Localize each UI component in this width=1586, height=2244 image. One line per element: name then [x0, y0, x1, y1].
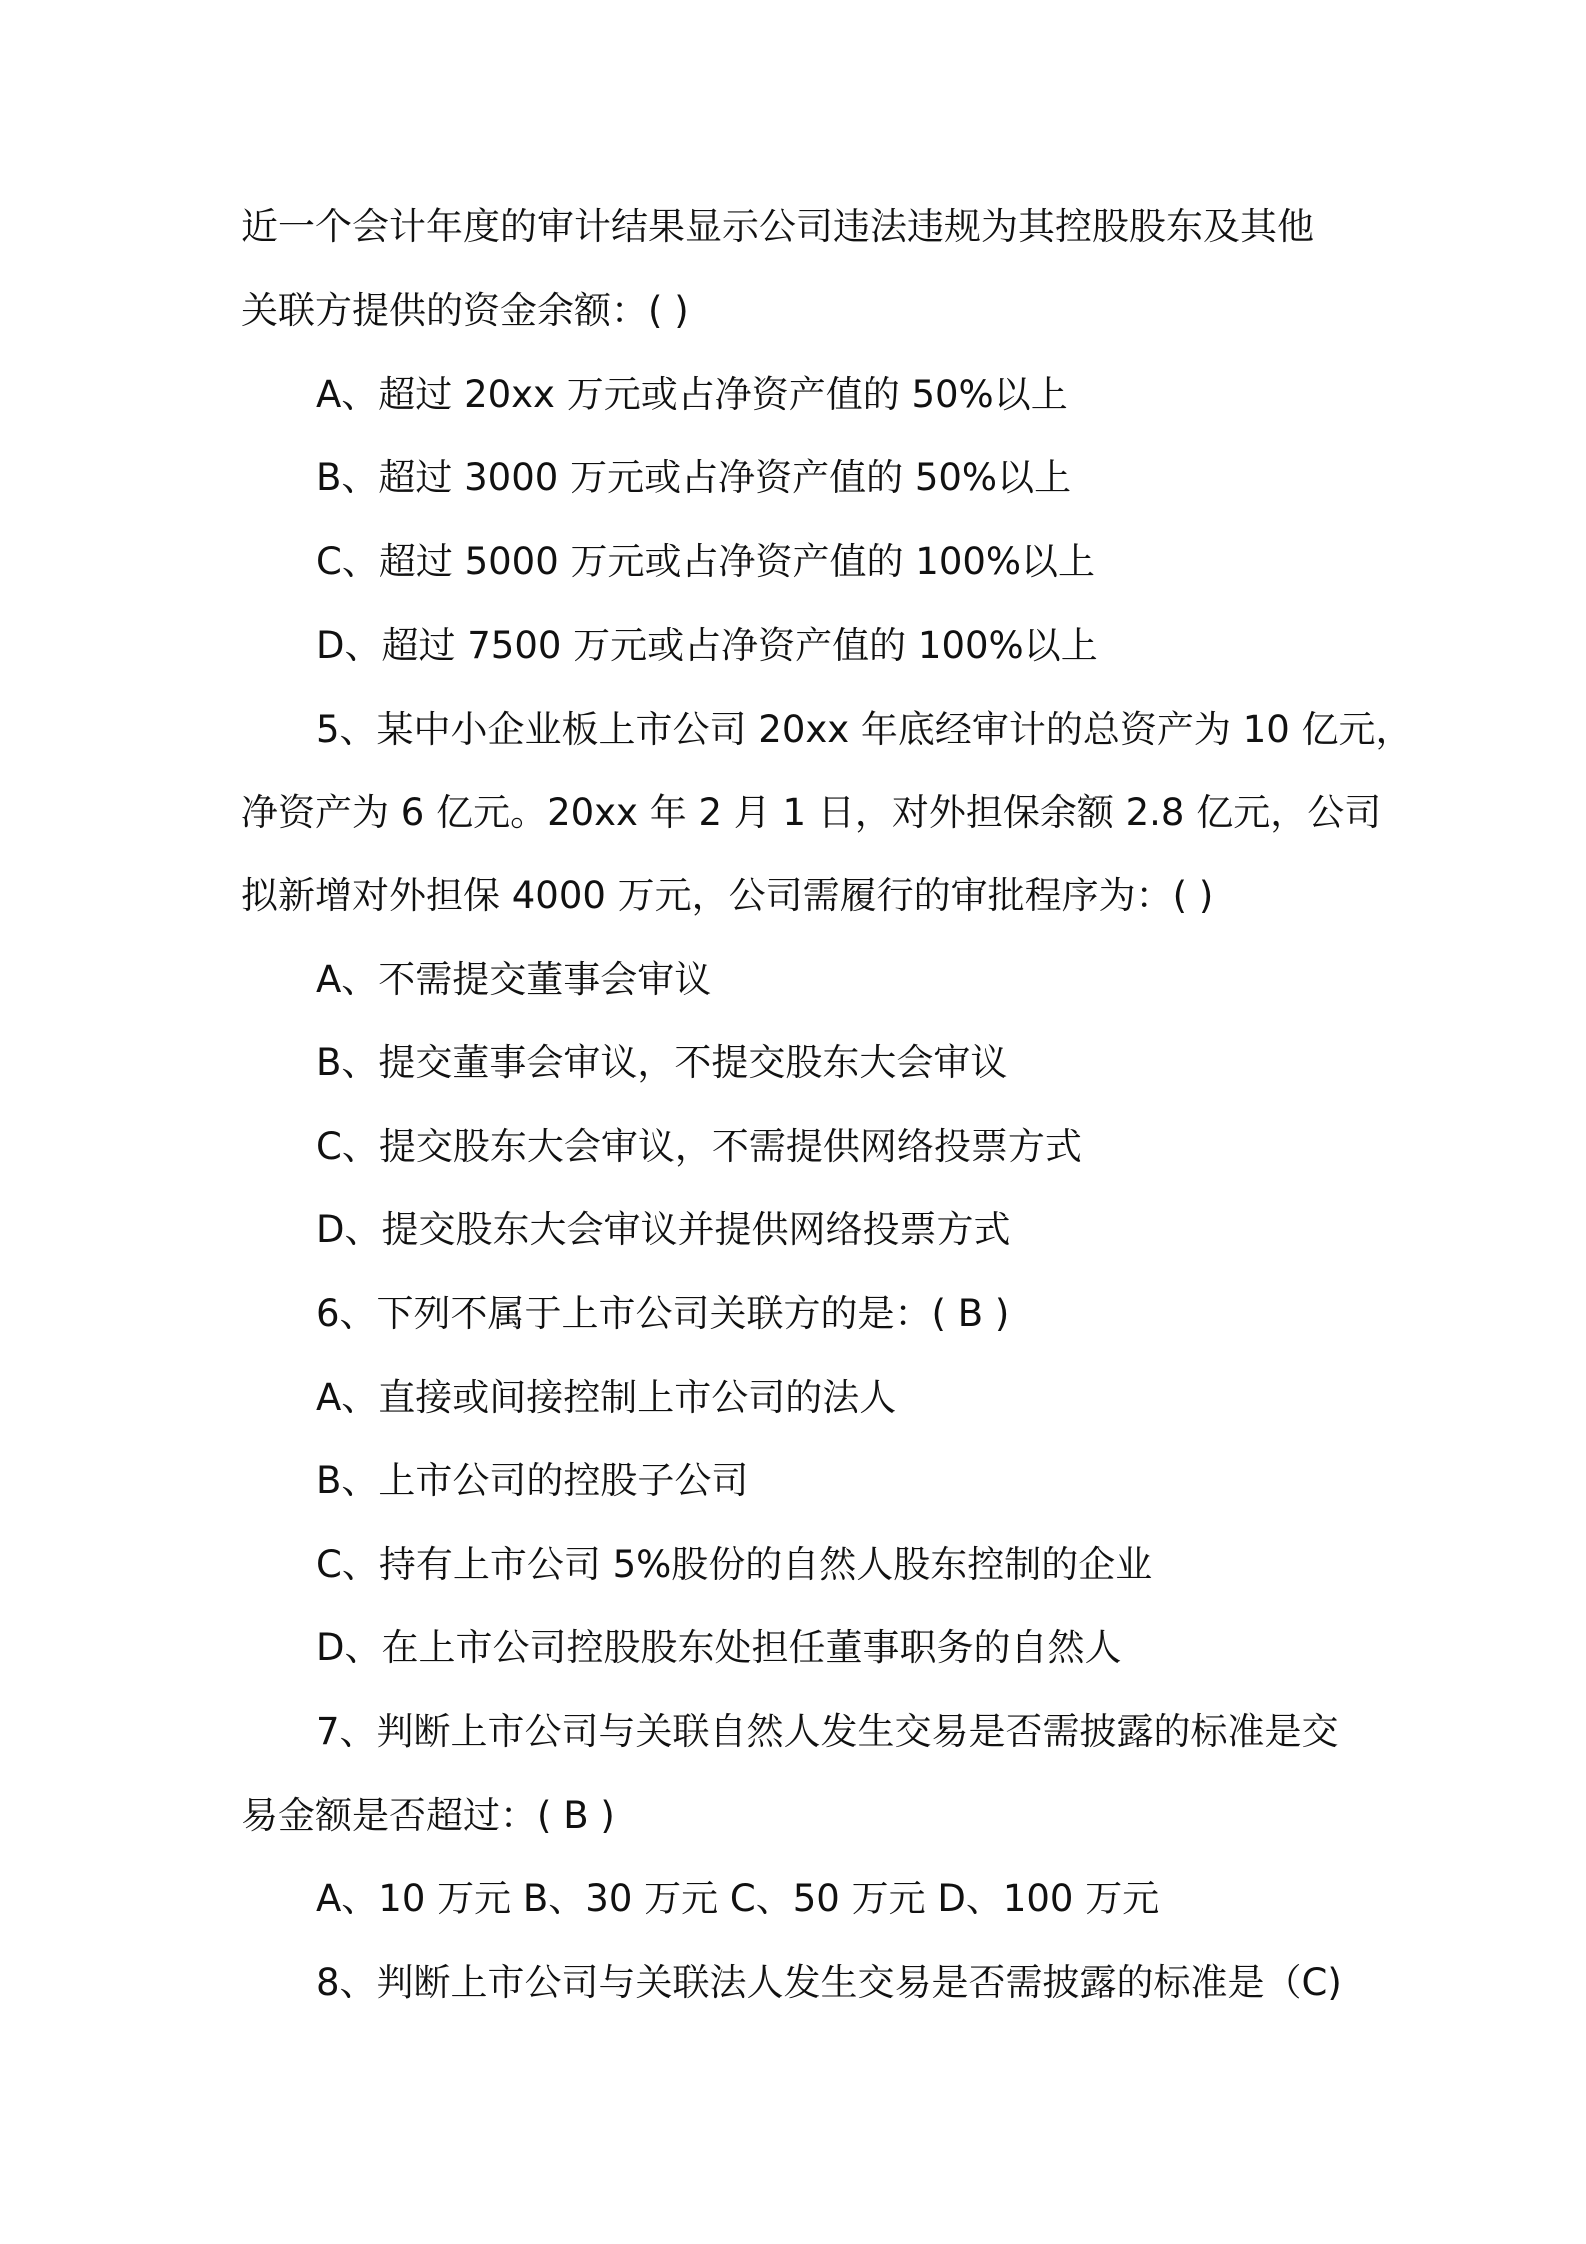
- question-4-option-b: B、超过 3000 万元或占净资产值的 50%以上: [316, 456, 1072, 499]
- question-5-option-a: A、不需提交董事会审议: [316, 958, 712, 1001]
- question-6-option-b: B、上市公司的控股子公司: [316, 1459, 749, 1502]
- question-7-stem-line-1: 7、判断上市公司与关联自然人发生交易是否需披露的标准是交: [316, 1710, 1339, 1753]
- question-6-stem: 6、下列不属于上市公司关联方的是：( B ): [316, 1292, 1010, 1335]
- question-7-options: A、10 万元 B、30 万元 C、50 万元 D、100 万元: [316, 1877, 1160, 1920]
- question-5-stem-line-2: 净资产为 6 亿元。20xx 年 2 月 1 日，对外担保余额 2.8 亿元，公司: [241, 791, 1382, 834]
- question-4-option-d: D、超过 7500 万元或占净资产值的 100%以上: [316, 624, 1098, 667]
- question-5-option-c: C、提交股东大会审议，不需提供网络投票方式: [316, 1125, 1082, 1168]
- question-4-stem-line-2: 关联方提供的资金余额：( ): [241, 289, 689, 332]
- question-4-stem-line-1: 近一个会计年度的审计结果显示公司违法违规为其控股股东及其他: [241, 205, 1314, 248]
- question-8-stem: 8、判断上市公司与关联法人发生交易是否需披露的标准是（C): [316, 1961, 1342, 2004]
- question-6-option-d: D、在上市公司控股股东处担任董事职务的自然人: [316, 1626, 1122, 1669]
- question-5-stem-line-1: 5、某中小企业板上市公司 20xx 年底经审计的总资产为 10 亿元，: [316, 708, 1413, 751]
- question-6-option-c: C、持有上市公司 5%股份的自然人股东控制的企业: [316, 1543, 1153, 1586]
- question-4-option-a: A、超过 20xx 万元或占净资产值的 50%以上: [316, 373, 1068, 416]
- question-5-option-d: D、提交股东大会审议并提供网络投票方式: [316, 1208, 1011, 1251]
- question-7-stem-line-2: 易金额是否超过：( B ): [241, 1794, 615, 1837]
- question-5-option-b: B、提交董事会审议，不提交股东大会审议: [316, 1041, 1008, 1084]
- question-4-option-c: C、超过 5000 万元或占净资产值的 100%以上: [316, 540, 1096, 583]
- question-5-stem-line-3: 拟新增对外担保 4000 万元，公司需履行的审批程序为：( ): [241, 874, 1214, 917]
- question-6-option-a: A、直接或间接控制上市公司的法人: [316, 1376, 897, 1419]
